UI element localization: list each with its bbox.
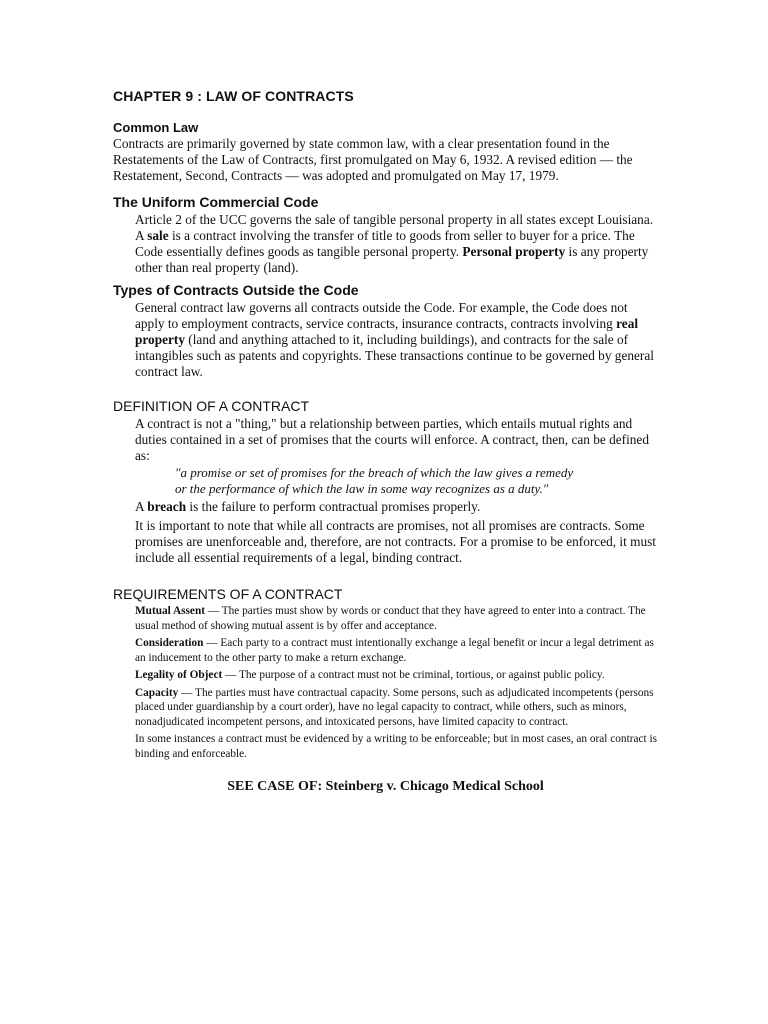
- definition-heading: DEFINITION OF A CONTRACT: [113, 398, 310, 414]
- section-ucc: [113, 194, 658, 276]
- ucc-text: Article 2 of the UCC governs the sale of tangible personal property in all states except Louisiana. A sale is a contract involving the transfer of title to goods from seller to buyer for a price. The Code essentially defines goods as tangible personal property. Personal property is any property other than real property (land).: [135, 212, 654, 275]
- term-breach: breach: [147, 499, 187, 514]
- definition-note: It is important to note that while all contracts are promises, not all promises are contracts. Some promises are unenforceable and, therefore, are not contracts. For a promise to be enforced, it must include all essential requirements of a legal, binding contract.: [135, 518, 656, 565]
- requirements-list: [135, 604, 658, 761]
- requirements-closing: In some instances a contract must be evidenced by a writing to be enforceable; but in most cases, an oral contract is binding and enforceable.: [135, 733, 657, 760]
- common-law-heading: Common Law: [113, 120, 199, 135]
- common-law-text: Contracts are primarily governed by state common law, with a clear presentation found in the Restatements of the Law of Contracts, first promulgated on May 6, 1932. A revised edition — the Restatement, Second, Contracts — was adopted and promulgated on May 17, 1979.: [113, 136, 633, 183]
- requirement-capacity: Capacity — The parties must have contractual capacity. Some persons, such as adjudicated incompetents (persons placed under guardianship by a court order), have no legal capacity to contract, while others, such as minors, nonadjudicated incompetent persons, and intoxicated persons, have limited capacity to contract.: [135, 686, 654, 728]
- section-definition: [113, 398, 658, 566]
- requirement-legality: Legality of Object — The purpose of a contract must not be criminal, tortious, or against public policy.: [135, 669, 605, 681]
- term-sale: sale: [147, 228, 169, 243]
- see-case-reference: SEE CASE OF: Steinberg v. Chicago Medical School: [227, 779, 544, 794]
- requirement-consideration: Consideration — Each party to a contract must intentionally exchange a legal benefit or incur a legal detriment as an inducement to the other party to make a return exchange.: [135, 637, 654, 664]
- ucc-heading: The Uniform Commercial Code: [113, 194, 319, 210]
- term-real-property: real property: [135, 316, 639, 347]
- section-outside-code: [113, 282, 658, 380]
- document-page: [113, 88, 658, 795]
- outside-code-heading: Types of Contracts Outside the Code: [113, 282, 359, 298]
- section-common-law: [113, 120, 658, 184]
- term-personal-property: Personal property: [462, 244, 566, 259]
- section-requirements: [113, 586, 658, 761]
- contract-definition-quote: [175, 465, 658, 497]
- outside-code-text: General contract law governs all contracts outside the Code. For example, the Code does not apply to employment contracts, service contracts, insurance contracts, contracts involving real property (land and anything attached to it, including buildings), and contracts for the sale of intangibles such as patents and copyrights. These transactions continue to be governed by general contract law.: [135, 300, 654, 379]
- breach-definition: A breach is the failure to perform contractual promises properly.: [135, 499, 481, 514]
- chapter-title: CHAPTER 9 : LAW OF CONTRACTS: [113, 88, 354, 104]
- definition-intro: A contract is not a "thing," but a relationship between parties, which entails mutual rights and duties contained in a set of promises that the courts will enforce. A contract, then, can be defined as:: [135, 416, 649, 463]
- requirements-heading: REQUIREMENTS OF A CONTRACT: [113, 586, 343, 602]
- quote-line-1: "a promise or set of promises for the breach of which the law gives a remedy: [175, 465, 574, 480]
- requirement-mutual-assent: Mutual Assent — The parties must show by words or conduct that they have agreed to enter into a contract. The usual method of showing mutual assent is by offer and acceptance.: [135, 605, 646, 632]
- quote-line-2: or the performance of which the law in some way recognizes as a duty.": [175, 481, 549, 496]
